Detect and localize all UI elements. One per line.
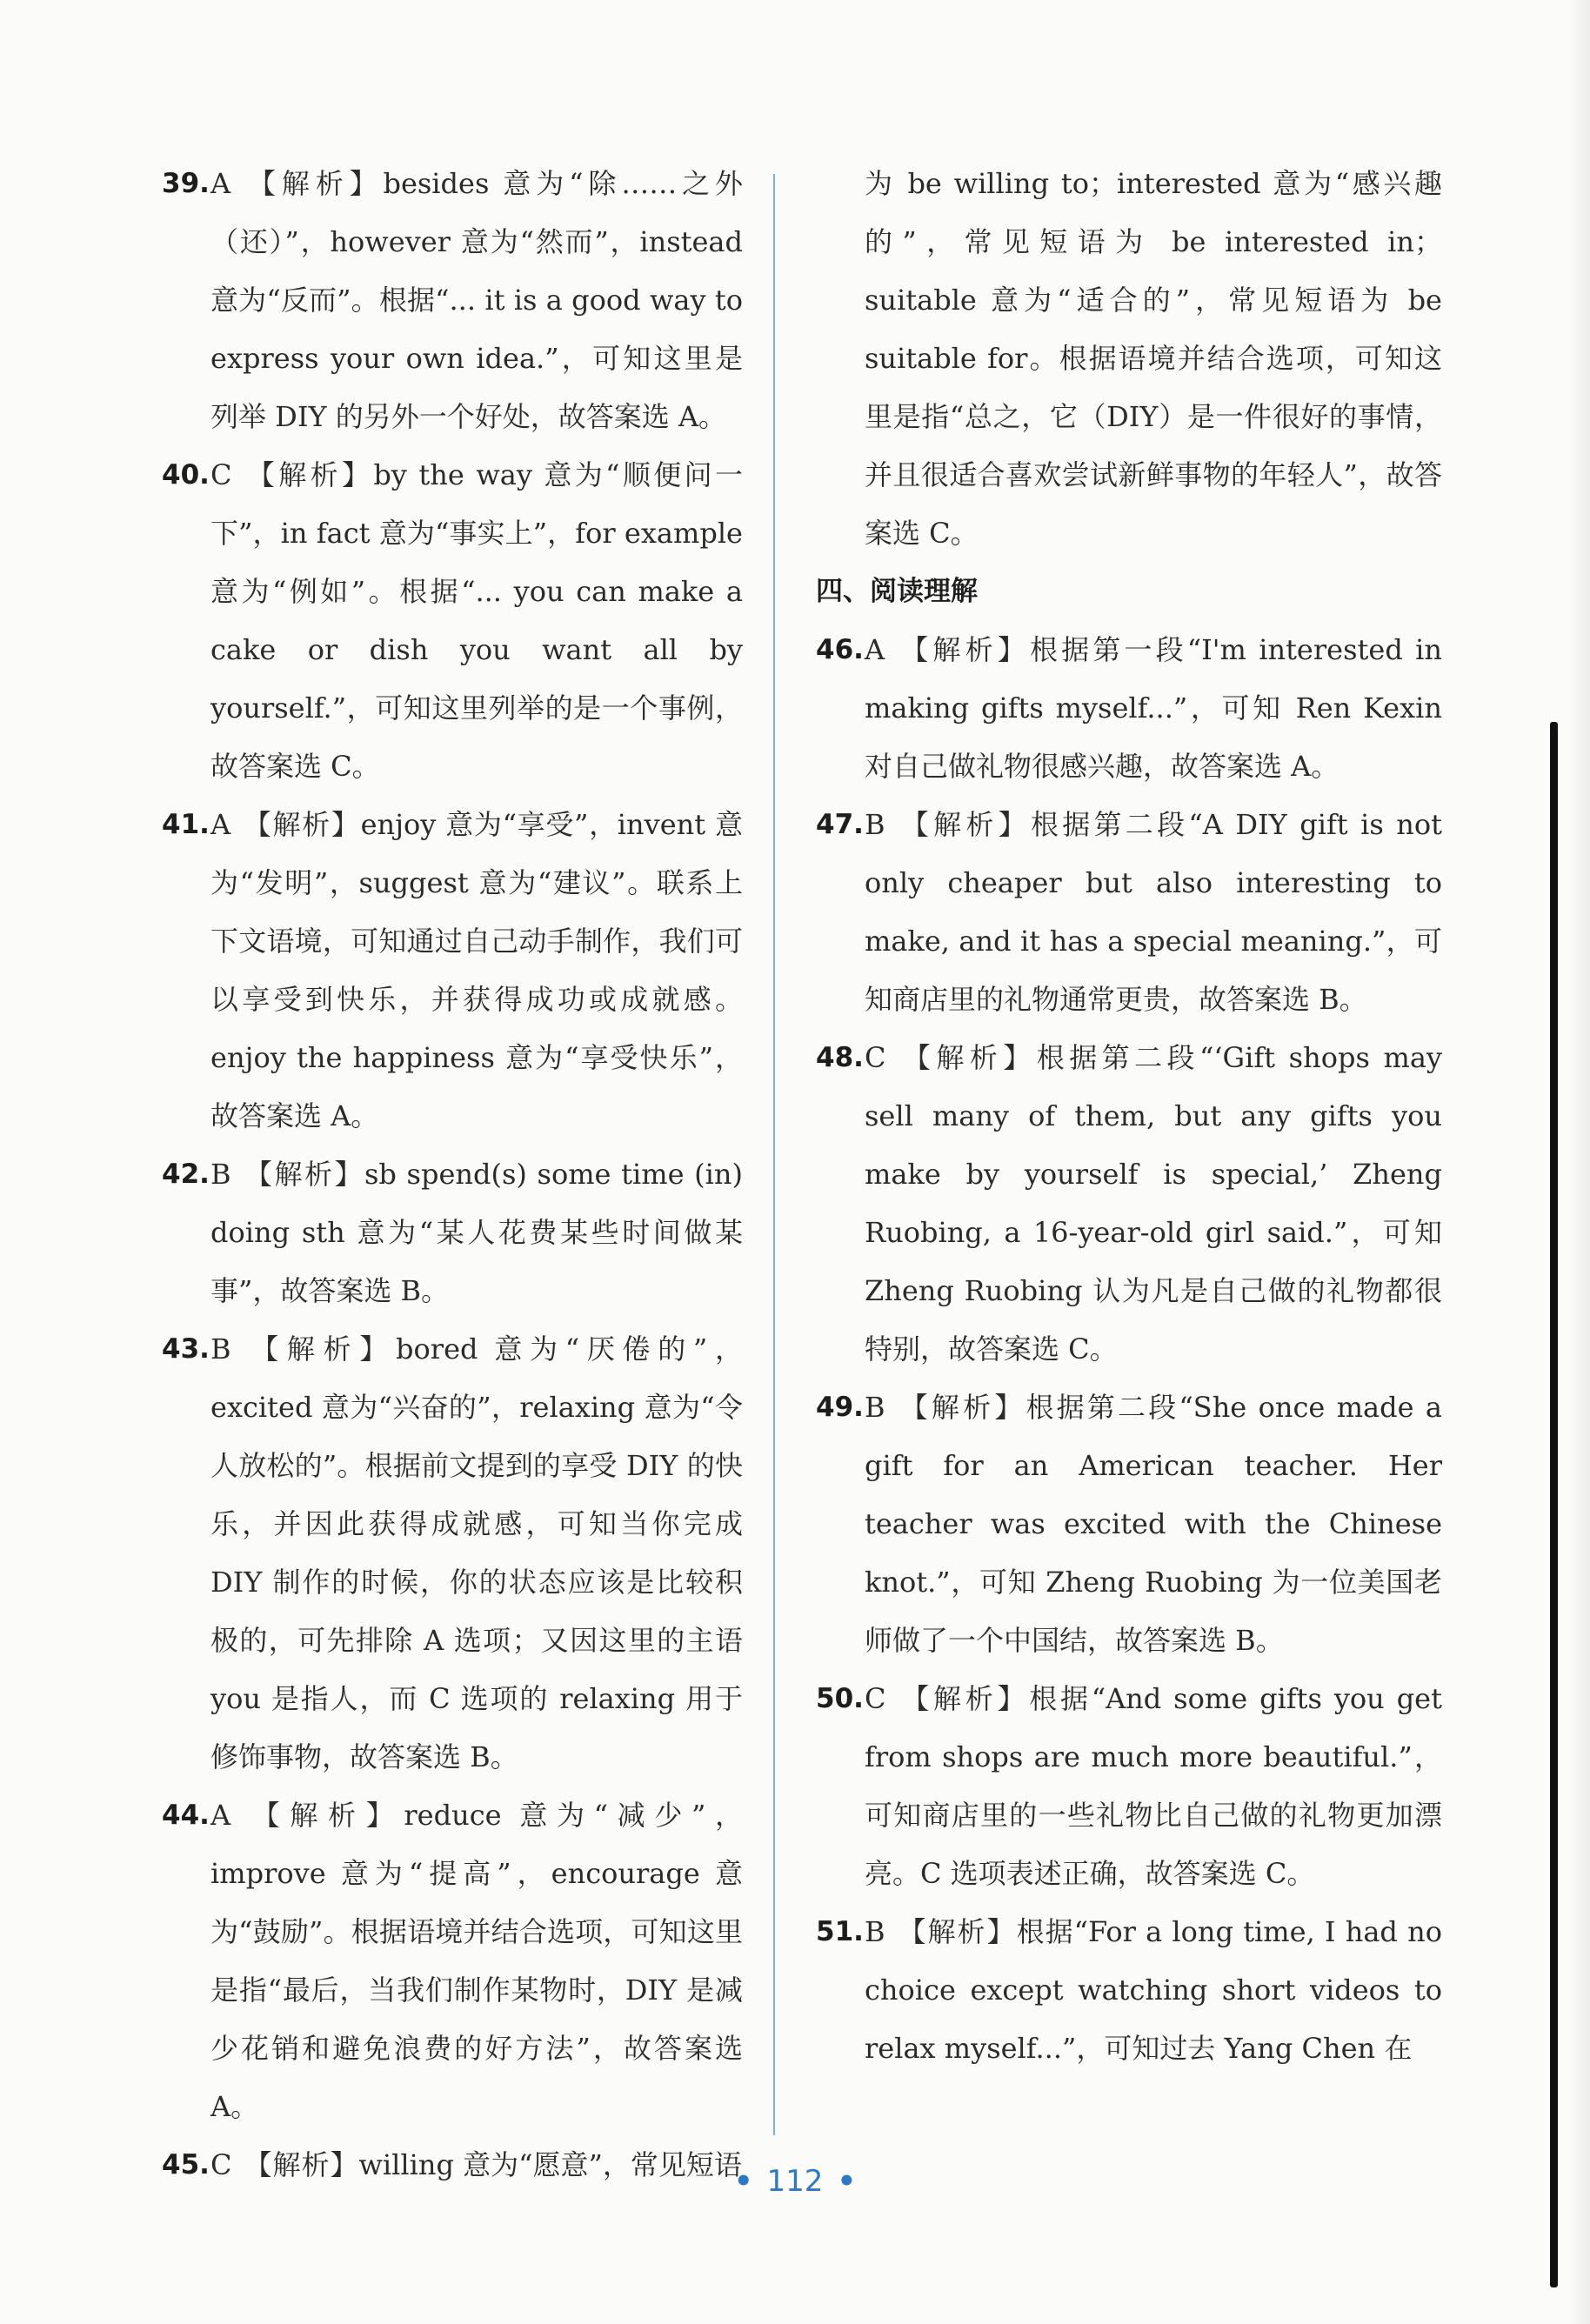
answer-letter: B (210, 1158, 231, 1191)
analysis-text: bored 意为“厌倦的”，excited 意为“兴奋的”，relaxing 意为“令人放松的”。根据前文提到的享受 DIY 的快乐，并因此获得成就感，可知当你完成 DIY 制作的时候，你的状态应该是比较积极的，可先排除 A 选项；又因这里的主语 you 是指人，而 C 选项的 relaxing 用于修饰事物，故答案选 B。 (210, 1332, 743, 1773)
binding-edge-line (1550, 722, 1558, 2287)
answer-letter: C (865, 1041, 886, 1074)
answer-item-48 (816, 1029, 1442, 1379)
question-number: 41. (162, 809, 210, 840)
page-number-dot-right: • (837, 2164, 857, 2199)
analysis-tag: 【解析】 (897, 633, 1030, 666)
analysis-text: besides 意为“除……之外（还）”，however 意为“然而”，instead 意为“反而”。根据“... it is a good way to express your own idea.”，可知这里是列举 DIY 的另外一个好处，故答案选 A。 (210, 167, 743, 433)
analysis-text: willing 意为“愿意”，常见短语 (358, 2148, 742, 2181)
page-number-value: 112 (766, 2164, 824, 2199)
question-number: 43. (162, 1333, 210, 1365)
analysis-tag: 【解析】 (243, 167, 384, 200)
analysis-text: 根据“And some gifts you get from shops are much more beautiful.”，可知商店里的一些礼物比自己做的礼物更加漂亮。C 选项表述正确，故答案选 C。 (865, 1682, 1442, 1890)
question-number: 51. (816, 1916, 864, 1947)
answer-letter: A (210, 808, 231, 841)
answer-letter: C (865, 1682, 886, 1715)
analysis-tag: 【解析】 (244, 458, 374, 491)
analysis-text: 根据第二段“She once made a gift for an American teacher. Her teacher was excited with the Chinese knot.”，可知 Zheng Ruobing 为一位美国老师做了一个中国结，故答案选 B。 (865, 1391, 1442, 1657)
analysis-tag: 【解析】 (897, 808, 1031, 841)
question-number: 40. (162, 459, 210, 491)
answer-letter: A (210, 167, 231, 200)
page-edge-shadow (1567, 0, 1590, 2324)
question-number: 46. (816, 634, 864, 665)
answer-letter: C (210, 2148, 232, 2181)
page-number (0, 2164, 1590, 2199)
analysis-tag: 【解析】 (243, 808, 361, 841)
answer-item-42 (162, 1145, 743, 1320)
answer-letter: B (865, 1391, 885, 1424)
answer-item-41 (162, 796, 743, 1145)
question-number: 49. (816, 1392, 864, 1423)
answer-letter: A (210, 1799, 231, 1832)
analysis-tag: 【解析】 (244, 2148, 359, 2181)
analysis-text: sb spend(s) some time (in) doing sth 意为“某人花费某些时间做某事”，故答案选 B。 (210, 1158, 743, 1307)
answer-item-40 (162, 446, 743, 796)
answer-letter: B (865, 1915, 885, 1948)
answer-item-46 (816, 621, 1442, 796)
question-number: 39. (162, 168, 210, 199)
answer-45-continuation: 为 be willing to；interested 意为“感兴趣的”，常见短语为 be interested in；suitable 意为“适合的”，常见短语为 be suitable for。根据语境并结合选项，可知这里是指“总之，它（DIY）是一件很好的事情，并且很适合喜欢尝试新鲜事物的年轻人”，故答案选 C。 (865, 167, 1442, 550)
analysis-tag: 【解析】 (898, 1682, 1030, 1715)
question-number: 44. (162, 1800, 210, 1831)
analysis-tag: 【解析】 (898, 1041, 1037, 1074)
analysis-text: 根据第一段“I'm interested in making gifts myself...”，可知 Ren Kexin 对自己做礼物很感兴趣，故答案选 A。 (865, 633, 1442, 783)
analysis-text: by the way 意为“顺便问一下”，in fact 意为“事实上”，for example 意为“例如”。根据“... you can make a cake or dish you want all by yourself.”，可知这里列举的是一个事例，故答案选 C。 (210, 458, 743, 783)
left-column (162, 155, 743, 2194)
answer-item-47 (816, 796, 1442, 1029)
answer-item-44 (162, 1786, 743, 2136)
page-number-dot-left: • (733, 2164, 753, 2199)
answer-item-43 (162, 1320, 743, 1786)
answer-item-50 (816, 1670, 1442, 1903)
analysis-tag: 【解析】 (243, 1332, 397, 1366)
column-divider (773, 174, 775, 2135)
answer-item-39 (162, 155, 743, 446)
answer-letter: B (865, 808, 885, 841)
analysis-text: 根据第二段“‘Gift shops may sell many of them, but any gifts you make by yourself is special,’ Zheng Ruobing, a 16-year-old girl said.”，可知 Zheng Ruobing 认为凡是自己做的礼物都很特别，故答案选 C。 (865, 1041, 1442, 1366)
answer-item-51 (816, 1903, 1442, 2078)
analysis-tag: 【解析】 (243, 1799, 404, 1832)
analysis-tag: 【解析】 (897, 1915, 1017, 1948)
answer-letter: A (865, 633, 885, 666)
analysis-tag: 【解析】 (243, 1158, 364, 1191)
question-number: 45. (162, 2149, 210, 2180)
analysis-text: enjoy 意为“享受”，invent 意为“发明”，suggest 意为“建议”。联系上下文语境，可知通过自己动手制作，我们可以享受到快乐，并获得成功或成就感。enjoy the happiness 意为“享受快乐”，故答案选 A。 (210, 808, 743, 1132)
analysis-text: 根据第二段“A DIY gift is not only cheaper but also interesting to make, and it has a special meaning.”，可知商店里的礼物通常更贵，故答案选 B。 (865, 808, 1442, 1016)
answer-letter: C (210, 458, 232, 491)
analysis-text: reduce 意为“减少”，improve 意为“提高”，encourage 意为“鼓励”。根据语境并结合选项，可知这里是指“最后，当我们制作某物时，DIY 是减少花销和避免浪费的好方法”，故答案选 A。 (210, 1799, 743, 2123)
answer-letter: B (210, 1332, 231, 1366)
question-number: 47. (816, 809, 864, 840)
analysis-tag: 【解析】 (897, 1391, 1026, 1424)
right-column (816, 155, 1442, 2078)
analysis-text: 根据“For a long time, I had no choice except watching short videos to relax myself...”，可知过去 Yang Chen 在 (865, 1915, 1442, 2065)
question-number: 42. (162, 1159, 210, 1190)
section-title: 四、阅读理解 (816, 576, 978, 607)
answer-item-49 (816, 1379, 1442, 1670)
question-number: 50. (816, 1683, 864, 1714)
question-number: 48. (816, 1042, 864, 1073)
